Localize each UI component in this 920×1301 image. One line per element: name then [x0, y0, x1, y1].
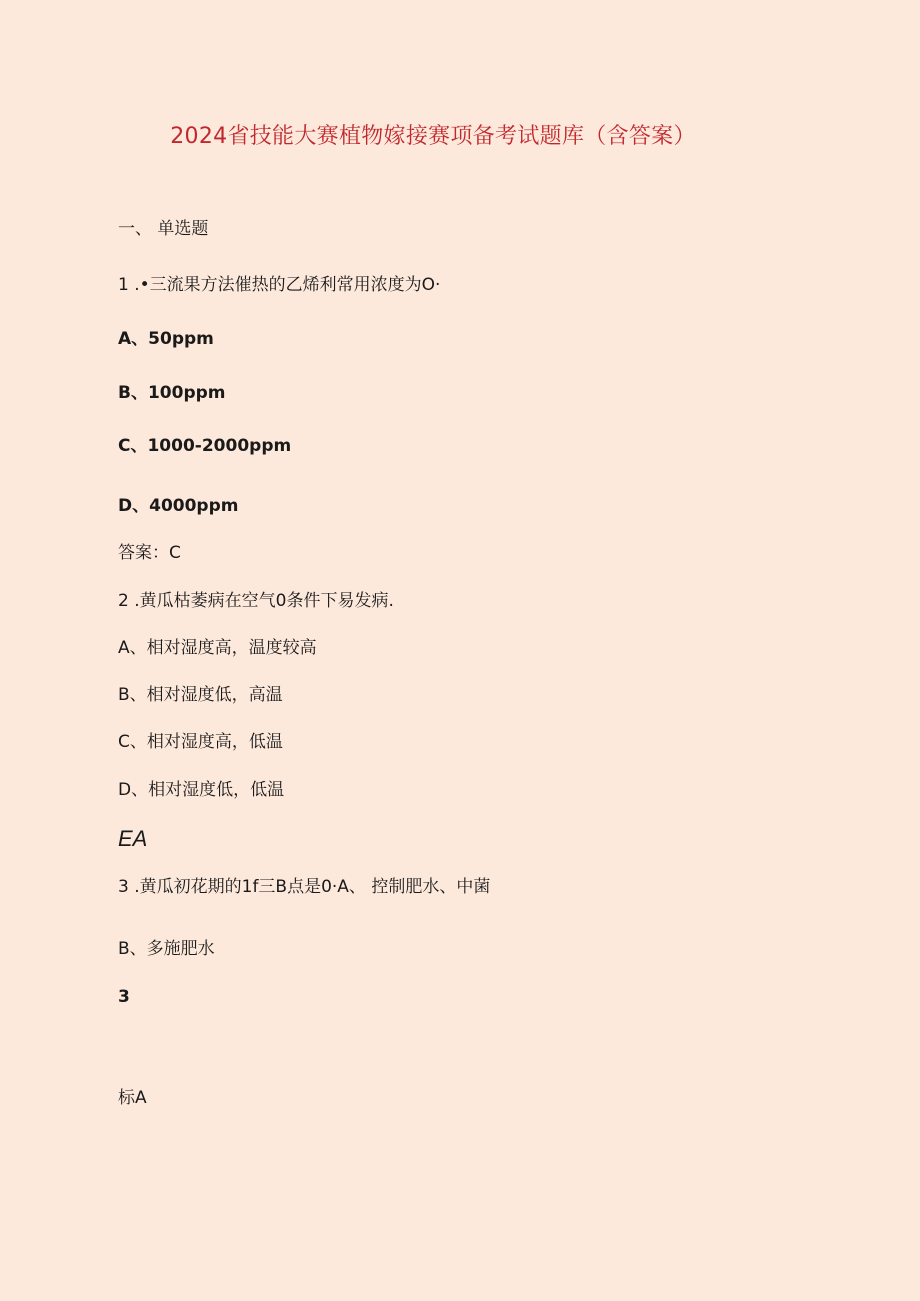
question-2-answer: EA — [118, 826, 148, 851]
document-title: 2024省技能大赛植物嫁接赛项备考试题库（含答案） — [170, 124, 696, 149]
question-1-answer: 答案：C — [118, 543, 181, 563]
question-2-option-b: B、相对湿度低，高温 — [118, 685, 283, 705]
question-3-fragment: 3 — [118, 987, 130, 1007]
question-1-option-a: A、50ppm — [118, 329, 214, 349]
question-2-option-a: A、相对湿度高，温度较高 — [118, 638, 317, 658]
section-heading: 一、 单选题 — [118, 219, 209, 239]
question-1-option-c: C、1000-2000ppm — [118, 436, 292, 456]
question-2-stem: 2 .黄瓜枯萎病在空气0条件下易发病. — [118, 591, 394, 611]
question-2-option-c: C、相对湿度高，低温 — [118, 732, 283, 752]
question-2-option-d: D、相对湿度低，低温 — [118, 780, 285, 800]
question-3-stem: 3 .黄瓜初花期的1f三B点是0·A、 控制肥水、中菌 — [118, 877, 491, 897]
question-3-answer: 标A — [118, 1088, 147, 1108]
question-3-option-b: B、多施肥水 — [118, 939, 215, 959]
question-1-stem: 1 .•三流果方法催热的乙烯利常用浓度为O· — [118, 275, 441, 295]
question-1-option-d: D、4000ppm — [118, 496, 239, 516]
question-1-option-b: B、100ppm — [118, 383, 226, 403]
